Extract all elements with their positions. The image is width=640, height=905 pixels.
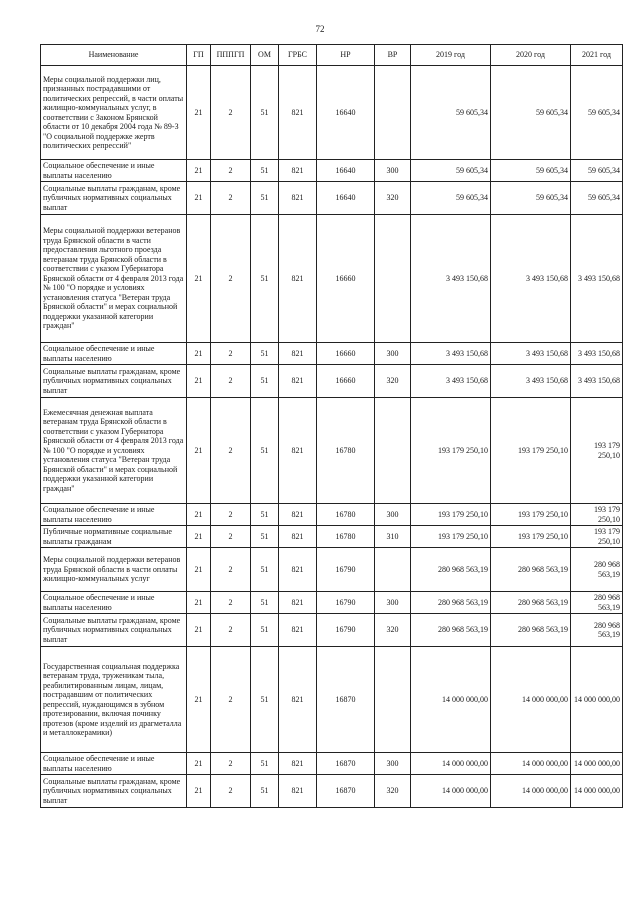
table-cell-2019: 280 968 563,19 xyxy=(411,614,491,647)
table-cell-gp: 21 xyxy=(187,160,211,182)
table-cell-2020: 193 179 250,10 xyxy=(491,504,571,526)
table-cell-2020: 280 968 563,19 xyxy=(491,548,571,592)
table-cell-gp: 21 xyxy=(187,614,211,647)
table-cell-pppgp: 2 xyxy=(211,66,251,160)
table-cell-2020: 280 968 563,19 xyxy=(491,592,571,614)
table-cell-gp: 21 xyxy=(187,592,211,614)
table-cell-name: Социальные выплаты гражданам, кроме публичных нормативных социальных выплат xyxy=(41,182,187,215)
table-cell-vr: 300 xyxy=(375,160,411,182)
table-cell-vr: 300 xyxy=(375,504,411,526)
table-cell-2019: 59 605,34 xyxy=(411,182,491,215)
table-cell-vr: 320 xyxy=(375,614,411,647)
table-cell-name: Социальное обеспечение и иные выплаты населению xyxy=(41,343,187,365)
table-cell-nr: 16870 xyxy=(317,753,375,775)
table-cell-nr: 16790 xyxy=(317,548,375,592)
table-cell-2019: 3 493 150,68 xyxy=(411,343,491,365)
table-cell-pppgp: 2 xyxy=(211,215,251,343)
table-cell-pppgp: 2 xyxy=(211,647,251,753)
table-cell-nr: 16780 xyxy=(317,398,375,504)
table-cell-gp: 21 xyxy=(187,548,211,592)
table-cell-om: 51 xyxy=(251,160,279,182)
table-cell-om: 51 xyxy=(251,592,279,614)
table-cell-pppgp: 2 xyxy=(211,526,251,548)
table-cell-pppgp: 2 xyxy=(211,775,251,808)
table-cell-grbs: 821 xyxy=(279,215,317,343)
column-header-name: Наименование xyxy=(41,45,187,66)
table-cell-gp: 21 xyxy=(187,343,211,365)
table-cell-om: 51 xyxy=(251,365,279,398)
table-cell-nr: 16660 xyxy=(317,365,375,398)
table-cell-2020: 59 605,34 xyxy=(491,160,571,182)
table-row xyxy=(41,753,623,775)
table-cell-om: 51 xyxy=(251,343,279,365)
table-row xyxy=(41,504,623,526)
table-cell-2019: 193 179 250,10 xyxy=(411,398,491,504)
budget-table xyxy=(40,44,623,808)
table-cell-2021: 193 179 250,10 xyxy=(571,398,623,504)
table-cell-2019: 280 968 563,19 xyxy=(411,592,491,614)
table-row xyxy=(41,66,623,160)
column-header-grbs: ГРБС xyxy=(279,45,317,66)
table-cell-2021: 3 493 150,68 xyxy=(571,365,623,398)
table-cell-nr: 16640 xyxy=(317,160,375,182)
table-cell-2019: 3 493 150,68 xyxy=(411,215,491,343)
table-cell-gp: 21 xyxy=(187,66,211,160)
table-cell-vr: 310 xyxy=(375,526,411,548)
table-cell-pppgp: 2 xyxy=(211,365,251,398)
table-cell-vr xyxy=(375,66,411,160)
table-cell-vr xyxy=(375,398,411,504)
table-cell-2021: 193 179 250,10 xyxy=(571,526,623,548)
table-row xyxy=(41,215,623,343)
table-cell-nr: 16870 xyxy=(317,647,375,753)
table-cell-grbs: 821 xyxy=(279,398,317,504)
table-cell-nr: 16780 xyxy=(317,526,375,548)
table-cell-2019: 3 493 150,68 xyxy=(411,365,491,398)
table-cell-grbs: 821 xyxy=(279,753,317,775)
table-cell-2020: 193 179 250,10 xyxy=(491,526,571,548)
table-cell-name: Социальное обеспечение и иные выплаты населению xyxy=(41,160,187,182)
table-cell-name: Ежемесячная денежная выплата ветеранам труда Брянской области в соответствии с указом Губернатора Брянской области от 4 февраля 2013 года № 100 "О порядке и условиях установления статуса "Ветеран труда Брянской области" и мерах социальной поддержки указанной категории граждан" xyxy=(41,398,187,504)
table-row xyxy=(41,775,623,808)
table-body xyxy=(41,66,623,808)
table-cell-2021: 280 968 563,19 xyxy=(571,548,623,592)
table-cell-om: 51 xyxy=(251,182,279,215)
table-cell-grbs: 821 xyxy=(279,343,317,365)
table-cell-grbs: 821 xyxy=(279,160,317,182)
table-row xyxy=(41,182,623,215)
table-cell-2021: 193 179 250,10 xyxy=(571,504,623,526)
table-cell-pppgp: 2 xyxy=(211,614,251,647)
page-number: 72 xyxy=(315,24,325,34)
table-cell-name: Социальное обеспечение и иные выплаты населению xyxy=(41,592,187,614)
table-cell-2021: 59 605,34 xyxy=(571,182,623,215)
table-cell-vr: 300 xyxy=(375,753,411,775)
table-cell-grbs: 821 xyxy=(279,775,317,808)
table-cell-pppgp: 2 xyxy=(211,504,251,526)
table-cell-name: Социальное обеспечение и иные выплаты населению xyxy=(41,504,187,526)
table-cell-grbs: 821 xyxy=(279,182,317,215)
table-cell-name: Публичные нормативные социальные выплаты гражданам xyxy=(41,526,187,548)
table-cell-om: 51 xyxy=(251,526,279,548)
table-cell-2020: 59 605,34 xyxy=(491,66,571,160)
table-cell-om: 51 xyxy=(251,66,279,160)
table-cell-2020: 14 000 000,00 xyxy=(491,647,571,753)
table-cell-name: Социальные выплаты гражданам, кроме публичных нормативных социальных выплат xyxy=(41,775,187,808)
table-cell-nr: 16780 xyxy=(317,504,375,526)
table-cell-om: 51 xyxy=(251,548,279,592)
table-cell-name: Социальные выплаты гражданам, кроме публичных нормативных социальных выплат xyxy=(41,614,187,647)
table-cell-name: Меры социальной поддержки ветеранов труда Брянской области в части оплаты жилищно-коммунальных услуг xyxy=(41,548,187,592)
table-cell-vr: 320 xyxy=(375,775,411,808)
table-cell-2020: 14 000 000,00 xyxy=(491,753,571,775)
table-cell-nr: 16790 xyxy=(317,592,375,614)
table-cell-grbs: 821 xyxy=(279,614,317,647)
table-cell-grbs: 821 xyxy=(279,504,317,526)
table-row xyxy=(41,160,623,182)
column-header-gp: ГП xyxy=(187,45,211,66)
table-cell-grbs: 821 xyxy=(279,526,317,548)
table-cell-pppgp: 2 xyxy=(211,398,251,504)
table-cell-gp: 21 xyxy=(187,647,211,753)
table-cell-grbs: 821 xyxy=(279,592,317,614)
table-cell-gp: 21 xyxy=(187,365,211,398)
table-cell-pppgp: 2 xyxy=(211,160,251,182)
table-cell-name: Государственная социальная поддержка ветеранам труда, труженикам тыла, реабилитированным лицам, лицам, пострадавшим от политических репрессий, нуждающимся в зубном протезировании, включая починку протезов (кроме изделий из драгметалла и металлокерамики) xyxy=(41,647,187,753)
table-cell-nr: 16660 xyxy=(317,215,375,343)
table-cell-grbs: 821 xyxy=(279,647,317,753)
table-cell-om: 51 xyxy=(251,398,279,504)
table-cell-om: 51 xyxy=(251,775,279,808)
table-cell-gp: 21 xyxy=(187,182,211,215)
table-cell-gp: 21 xyxy=(187,753,211,775)
table-cell-2021: 14 000 000,00 xyxy=(571,647,623,753)
table-cell-name: Социальные выплаты гражданам, кроме публичных нормативных социальных выплат xyxy=(41,365,187,398)
table-cell-gp: 21 xyxy=(187,526,211,548)
table-cell-2019: 193 179 250,10 xyxy=(411,526,491,548)
table-cell-2021: 3 493 150,68 xyxy=(571,215,623,343)
table-cell-om: 51 xyxy=(251,614,279,647)
table-cell-om: 51 xyxy=(251,753,279,775)
table-cell-2019: 59 605,34 xyxy=(411,160,491,182)
table-cell-om: 51 xyxy=(251,647,279,753)
table-cell-gp: 21 xyxy=(187,398,211,504)
table-cell-2021: 59 605,34 xyxy=(571,160,623,182)
table-cell-name: Меры социальной поддержки лиц, признанных пострадавшими от политических репрессий, в части оплаты жилищно-коммунальных услуг, в соответствии с Законом Брянской области от 10 декабря 2004 года № 89-З "О социальной поддержке жертв политических репрессий" xyxy=(41,66,187,160)
table-cell-2020: 59 605,34 xyxy=(491,182,571,215)
table-cell-2019: 59 605,34 xyxy=(411,66,491,160)
table-cell-2019: 14 000 000,00 xyxy=(411,775,491,808)
table-row xyxy=(41,614,623,647)
table-cell-pppgp: 2 xyxy=(211,592,251,614)
table-cell-vr xyxy=(375,215,411,343)
column-header-nr: НР xyxy=(317,45,375,66)
table-cell-name: Социальное обеспечение и иные выплаты населению xyxy=(41,753,187,775)
table-row xyxy=(41,398,623,504)
table-cell-2021: 14 000 000,00 xyxy=(571,753,623,775)
table-row xyxy=(41,365,623,398)
table-cell-pppgp: 2 xyxy=(211,548,251,592)
table-cell-gp: 21 xyxy=(187,504,211,526)
table-header-row xyxy=(41,45,623,66)
table-cell-pppgp: 2 xyxy=(211,182,251,215)
column-header-vr: ВР xyxy=(375,45,411,66)
table-cell-nr: 16660 xyxy=(317,343,375,365)
table-cell-vr: 320 xyxy=(375,365,411,398)
table-cell-2019: 14 000 000,00 xyxy=(411,647,491,753)
column-header-2019: 2019 год xyxy=(411,45,491,66)
table-cell-om: 51 xyxy=(251,504,279,526)
table-cell-gp: 21 xyxy=(187,775,211,808)
column-header-2020: 2020 год xyxy=(491,45,571,66)
table-cell-vr: 300 xyxy=(375,592,411,614)
table-cell-pppgp: 2 xyxy=(211,343,251,365)
table-cell-2019: 280 968 563,19 xyxy=(411,548,491,592)
table-row xyxy=(41,548,623,592)
table-cell-vr: 300 xyxy=(375,343,411,365)
table-cell-2020: 3 493 150,68 xyxy=(491,343,571,365)
table-cell-nr: 16640 xyxy=(317,66,375,160)
table-cell-2021: 59 605,34 xyxy=(571,66,623,160)
table-cell-2020: 3 493 150,68 xyxy=(491,215,571,343)
table-cell-2021: 280 968 563,19 xyxy=(571,614,623,647)
table-cell-pppgp: 2 xyxy=(211,753,251,775)
table-cell-nr: 16870 xyxy=(317,775,375,808)
table-cell-gp: 21 xyxy=(187,215,211,343)
table-cell-grbs: 821 xyxy=(279,548,317,592)
table-cell-2020: 280 968 563,19 xyxy=(491,614,571,647)
table-row xyxy=(41,592,623,614)
column-header-om: ОМ xyxy=(251,45,279,66)
table-cell-name: Меры социальной поддержки ветеранов труда Брянской области в части предоставления льготного проезда ветеранам труда Брянской области в соответствии с указом Губернатора Брянской области от 4 февраля 2013 года № 100 "О порядке и условиях установления статуса "Ветеран труда Брянской области" и мерах социальной поддержки указанной категории граждан" xyxy=(41,215,187,343)
column-header-2021: 2021 год xyxy=(571,45,623,66)
table-cell-2019: 193 179 250,10 xyxy=(411,504,491,526)
table-cell-2021: 280 968 563,19 xyxy=(571,592,623,614)
table-cell-vr: 320 xyxy=(375,182,411,215)
table-cell-grbs: 821 xyxy=(279,365,317,398)
table-cell-2020: 14 000 000,00 xyxy=(491,775,571,808)
table-cell-nr: 16640 xyxy=(317,182,375,215)
table-cell-2019: 14 000 000,00 xyxy=(411,753,491,775)
table-cell-2021: 14 000 000,00 xyxy=(571,775,623,808)
table-cell-2020: 193 179 250,10 xyxy=(491,398,571,504)
column-header-pppgp: ПППГП xyxy=(211,45,251,66)
table-cell-vr xyxy=(375,647,411,753)
table-row xyxy=(41,343,623,365)
table-row xyxy=(41,647,623,753)
table-cell-om: 51 xyxy=(251,215,279,343)
table-row xyxy=(41,526,623,548)
table-cell-2020: 3 493 150,68 xyxy=(491,365,571,398)
table-cell-nr: 16790 xyxy=(317,614,375,647)
table-cell-vr xyxy=(375,548,411,592)
table-cell-2021: 3 493 150,68 xyxy=(571,343,623,365)
table-cell-grbs: 821 xyxy=(279,66,317,160)
